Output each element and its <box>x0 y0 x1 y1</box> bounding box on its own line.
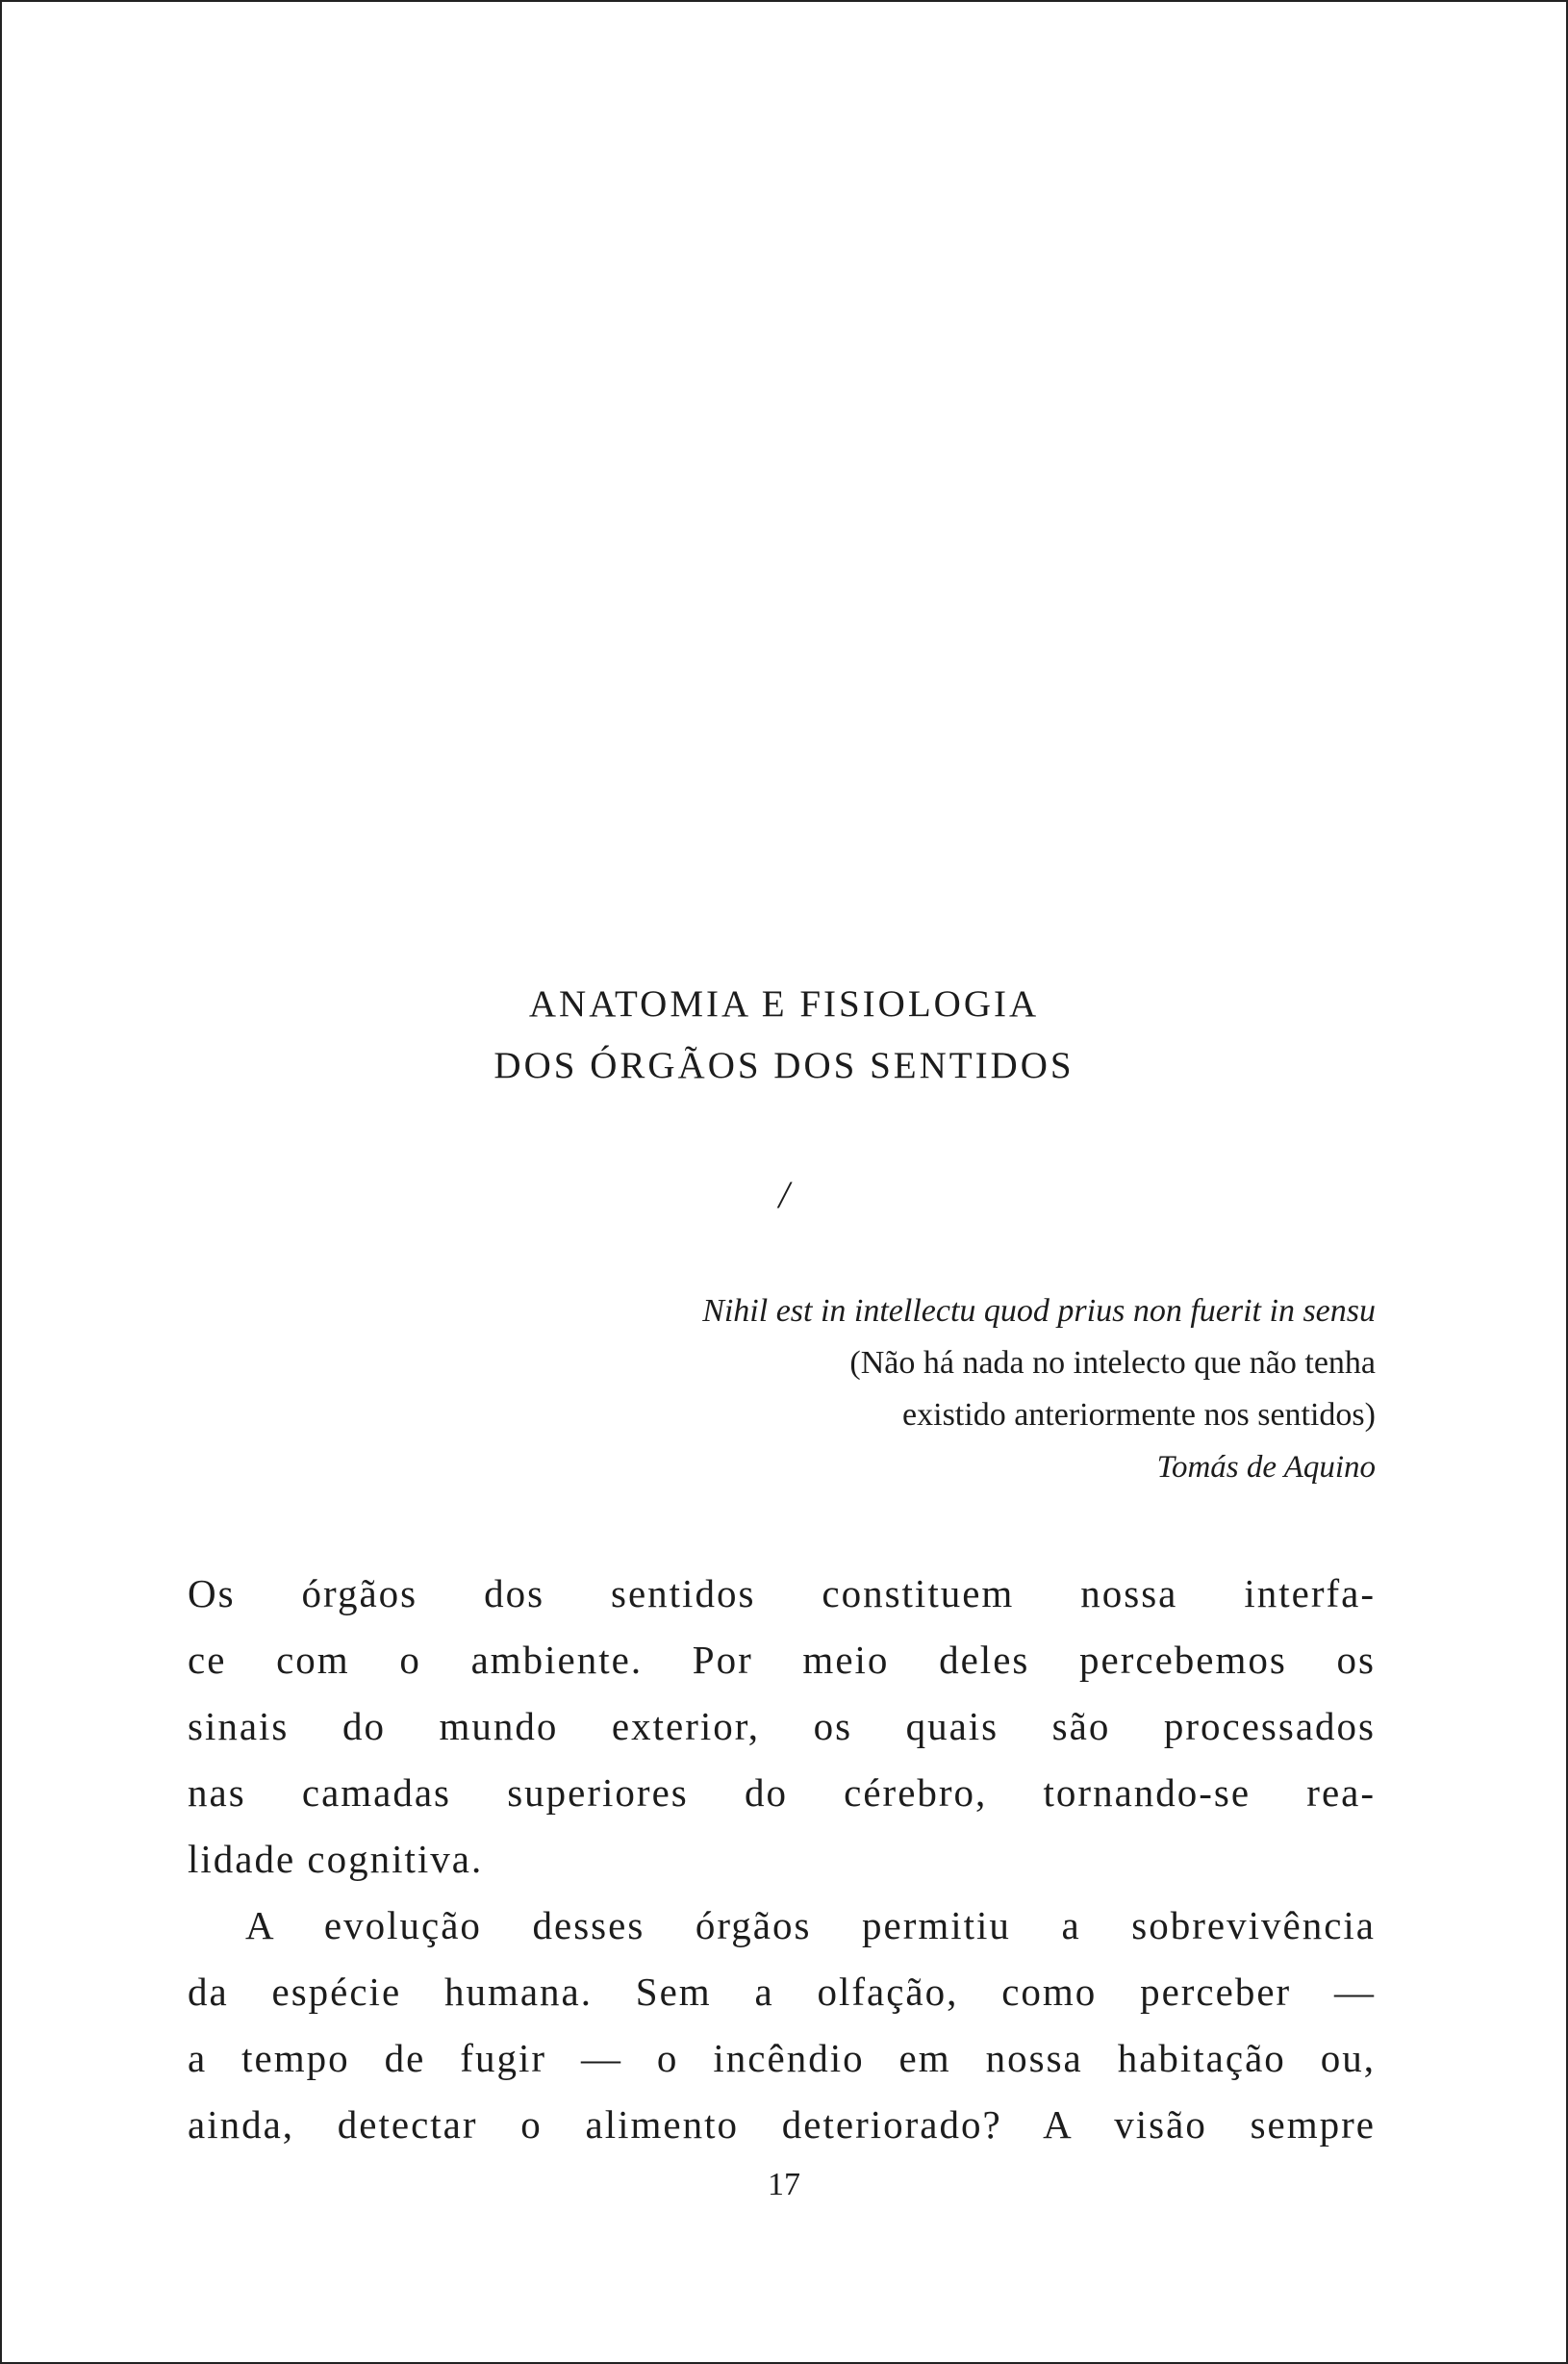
body-line: Os órgãos dos sentidos constituem nossa interfa- <box>188 1571 1376 1615</box>
body-line: A evolução desses órgãos permitiu a sobrevivência <box>245 1903 1376 1947</box>
epigraph-translation-line-2: existido anteriormente nos sentidos) <box>902 1397 1376 1433</box>
page-number: 17 <box>768 2167 800 2202</box>
chapter-title-line-2: DOS ÓRGÃOS DOS SENTIDOS <box>493 1045 1075 1086</box>
body-line: ce com o ambiente. Por meio deles percebemos os <box>188 1638 1376 1682</box>
body-line: a tempo de fugir — o incêndio em nossa habitação ou, <box>188 2036 1376 2080</box>
body-text <box>188 1561 1376 2158</box>
chapter-title-line-1: ANATOMIA E FISIOLOGIA <box>528 983 1040 1025</box>
body-line: da espécie humana. Sem a olfação, como perceber — <box>188 1970 1376 2014</box>
body-line: lidade cognitiva. <box>188 1837 484 1881</box>
epigraph <box>541 1285 1376 1493</box>
epigraph-translation-line-1: (Não há nada no intelecto que não tenha <box>849 1345 1376 1381</box>
chapter-title <box>2 974 1566 1097</box>
chapter-number: / <box>778 1173 790 1216</box>
body-line: ainda, detectar o alimento deteriorado? A visão sempre <box>188 2102 1376 2147</box>
epigraph-latin-quote: Nihil est in intellectu quod prius non fuerit in sensu <box>702 1293 1376 1329</box>
body-line: sinais do mundo exterior, os quais são processados <box>188 1704 1376 1748</box>
epigraph-author: Tomás de Aquino <box>1156 1450 1376 1485</box>
body-line: nas camadas superiores do cérebro, tornando-se rea- <box>188 1770 1376 1815</box>
